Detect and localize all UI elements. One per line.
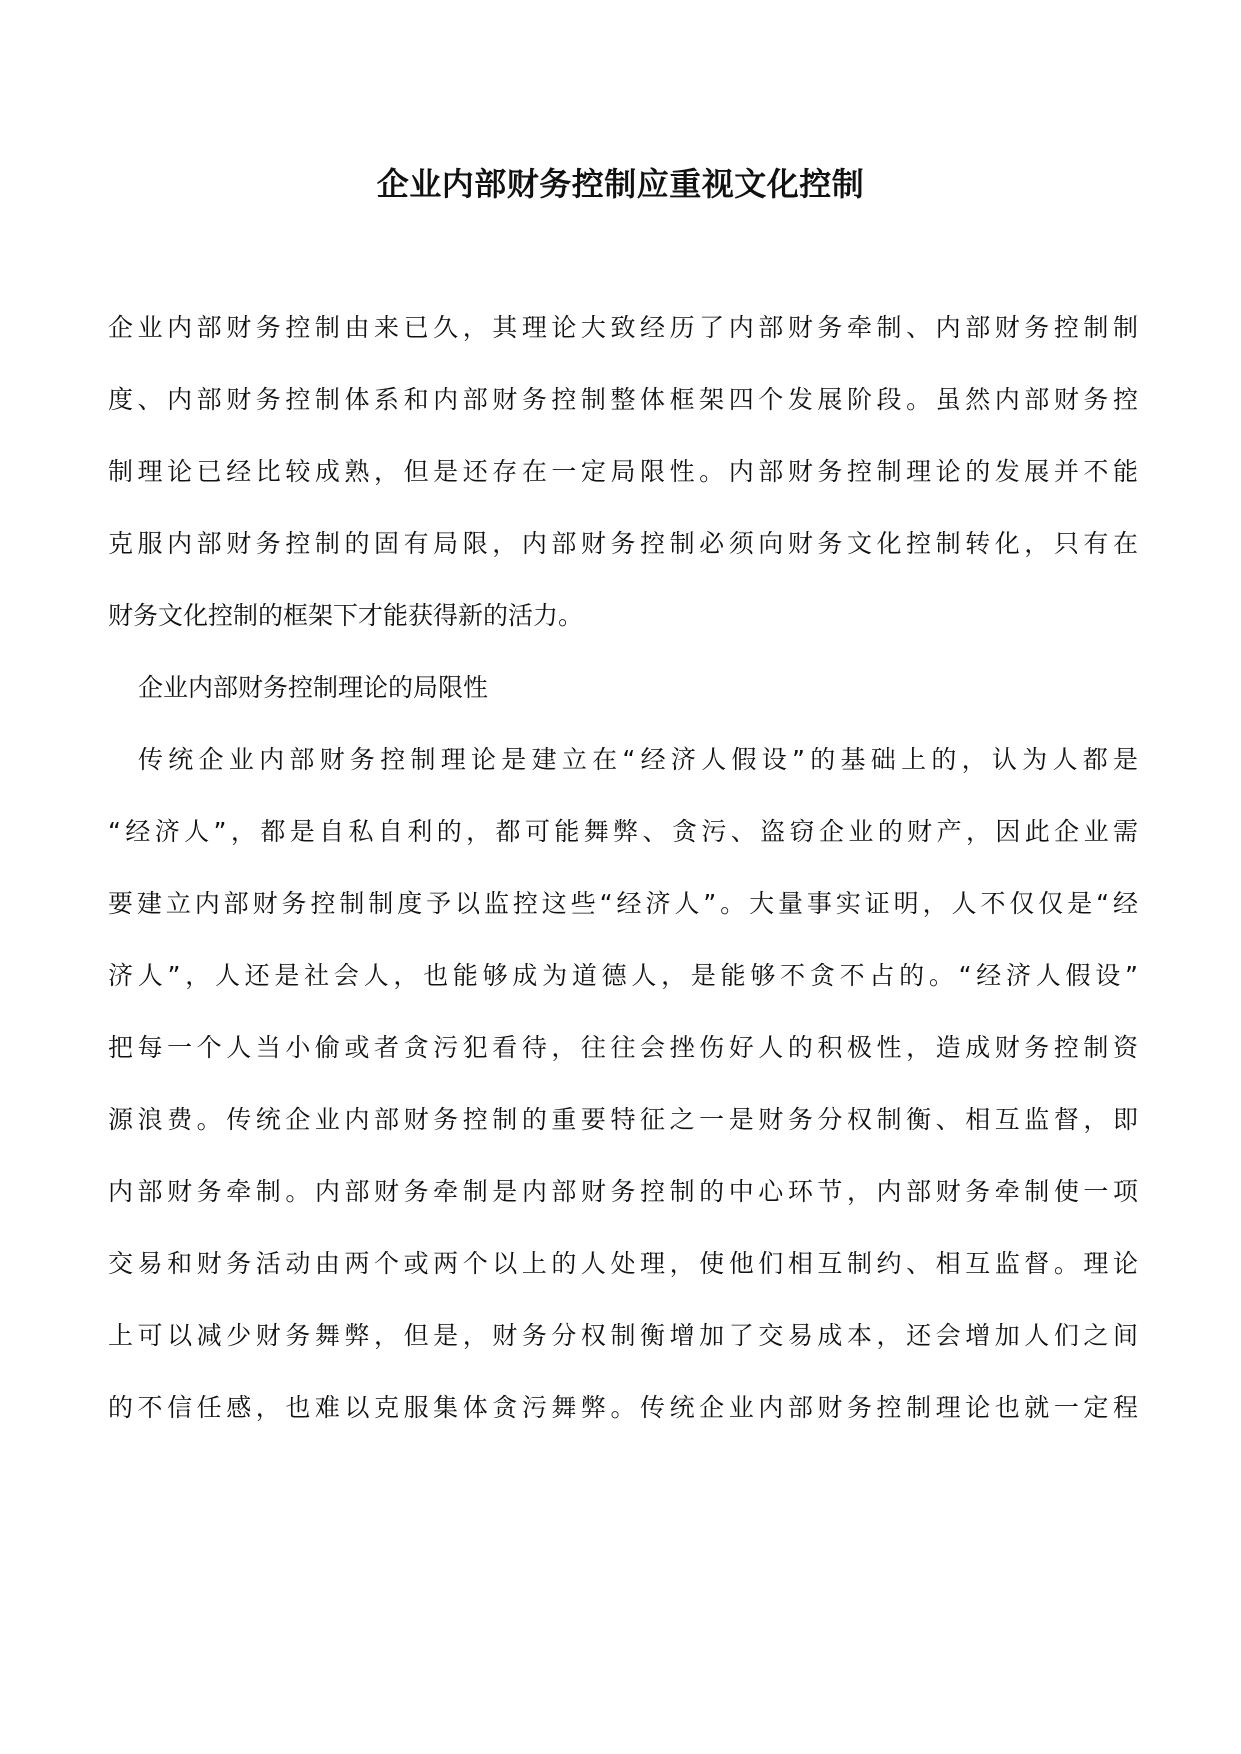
paragraph-line: 财务文化控制的框架下才能获得新的活力。 (108, 601, 584, 630)
paragraph-line: 济人”，人还是社会人，也能够成为道德人，是能够不贪不占的。“经济人假设” (108, 961, 1138, 990)
paragraph-line: “经济人”，都是自私自利的，都可能舞弊、贪污、盗窃企业的财产，因此企业需 (108, 817, 1138, 846)
paragraph-line: 制理论已经比较成熟，但是还存在一定局限性。内部财务控制理论的发展并不能 (108, 457, 1138, 486)
paragraph-line: 上可以减少财务舞弊，但是，财务分权制衡增加了交易成本，还会增加人们之间 (108, 1321, 1138, 1350)
section-heading: 企业内部财务控制理论的局限性 (138, 673, 489, 702)
paragraph-line: 的不信任感，也难以克服集体贪污舞弊。传统企业内部财务控制理论也就一定程 (108, 1393, 1138, 1422)
document-title: 企业内部财务控制应重视文化控制 (376, 165, 865, 203)
paragraph-line: 把每一个人当小偷或者贪污犯看待，往往会挫伤好人的积极性，造成财务控制资 (108, 1033, 1138, 1062)
paragraph-line: 传统企业内部财务控制理论是建立在“经济人假设”的基础上的，认为人都是 (138, 745, 1138, 774)
paragraph-line: 内部财务牵制。内部财务牵制是内部财务控制的中心环节，内部财务牵制使一项 (108, 1177, 1138, 1206)
paragraph-line: 源浪费。传统企业内部财务控制的重要特征之一是财务分权制衡、相互监督，即 (108, 1105, 1138, 1134)
paragraph-line: 交易和财务活动由两个或两个以上的人处理，使他们相互制约、相互监督。理论 (108, 1249, 1138, 1278)
paragraph-line: 要建立内部财务控制制度予以监控这些“经济人”。大量事实证明，人不仅仅是“经 (108, 889, 1138, 918)
paragraph-line: 度、内部财务控制体系和内部财务控制整体框架四个发展阶段。虽然内部财务控 (108, 385, 1138, 414)
paragraph-line: 企业内部财务控制由来已久，其理论大致经历了内部财务牵制、内部财务控制制 (108, 313, 1138, 342)
paragraph-line: 克服内部财务控制的固有局限，内部财务控制必须向财务文化控制转化，只有在 (108, 529, 1138, 558)
